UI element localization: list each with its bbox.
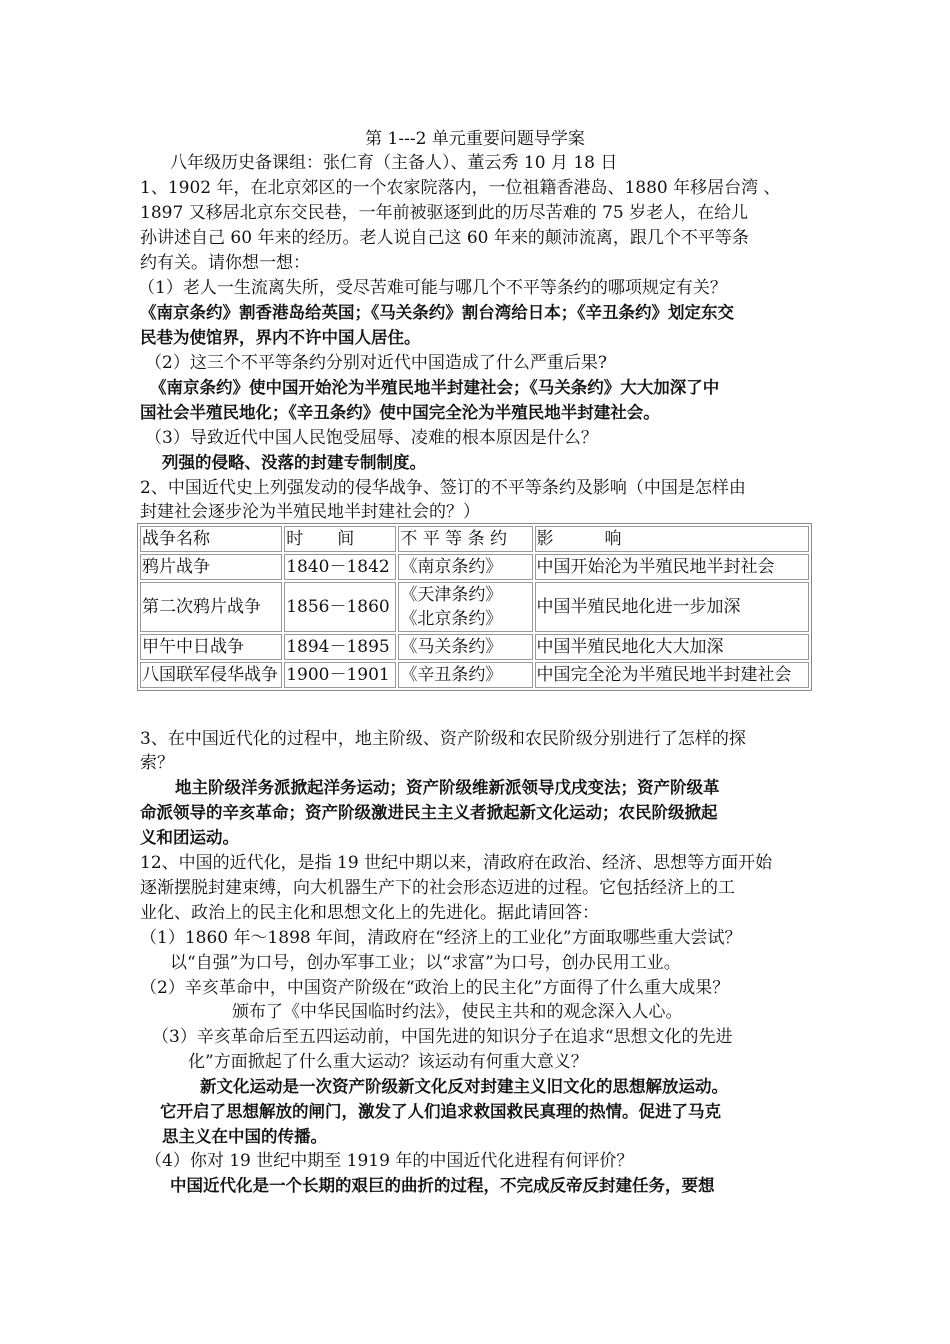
q12-answer3: 它开启了思想解放的闸门，激发了人们追求救国救民真理的热情。促进了马克 xyxy=(160,1102,721,1121)
q1-answer2: 国社会半殖民地化；《辛丑条约》使中国完全沦为半殖民地半封建社会。 xyxy=(140,403,660,422)
q3-answer: 地主阶级洋务派掀起洋务运动；资产阶级维新派领导戊戌变法；资产阶级革 xyxy=(175,778,720,797)
table-header-row xyxy=(140,526,809,552)
q12-sub4: （4）你对 19 世纪中期至 1919 年的中国近代化进程有何评价？ xyxy=(145,1151,634,1171)
q12-answer3: 新文化运动是一次资产阶级新文化反对封建主义旧文化的思想解放运动。 xyxy=(200,1077,728,1096)
table-cell: 中国半殖民地化大大加深 xyxy=(535,634,809,660)
table-row xyxy=(140,662,809,688)
q12-answer1: 以“自强”为口号，创办军事工业；以“求富”为口号，创办民用工业。 xyxy=(170,953,681,973)
q12-line: 12、中国的近代化，是指 19 世纪中期以来，清政府在政治、经济、思想等方面开始 xyxy=(140,853,773,873)
table-row xyxy=(140,554,809,580)
table-cell: 《天津条约》 《北京条约》 xyxy=(398,582,532,632)
q12-sub1: （1）1860 年～1898 年间，清政府在“经济上的工业化”方面取哪些重大尝试？ xyxy=(140,928,742,948)
q1-answer2: 《南京条约》使中国开始沦为半殖民地半封建社会；《马关条约》大大加深了中 xyxy=(150,378,720,397)
q3-line: 3、在中国近代化的过程中，地主阶级、资产阶级和农民阶级分别进行了怎样的探 xyxy=(140,729,746,749)
table-cell: 1894－1895 xyxy=(284,634,396,660)
q1-line: 1、1902 年，在北京郊区的一个农家院落内，一位祖籍香港岛、1880 年移居台湾 、 xyxy=(140,178,781,198)
table-row xyxy=(140,634,809,660)
q3-answer: 义和团运动。 xyxy=(140,828,239,847)
table-cell: 《南京条约》 xyxy=(398,554,532,580)
q1-answer1: 民巷为使馆界，界内不许中国人居住。 xyxy=(140,328,421,347)
page-title: 第 1---2 单元重要问题导学案 xyxy=(365,129,585,149)
q1-line: 孙讲述自己 60 年来的经历。老人说自己这 60 年来的颠沛流离，跟几个不平等条 xyxy=(140,228,749,248)
q1-answer3: 列强的侵略、没落的封建专制制度。 xyxy=(162,453,426,472)
q12-line: 逐渐摆脱封建束缚，向大机器生产下的社会形态迈进的过程。它包括经济上的工 xyxy=(140,878,735,898)
q1-sub1: （1）老人一生流离失所，受尽苦难可能与哪几个不平等条约的哪项规定有关？ xyxy=(138,278,727,298)
q12-line: 业化、政治上的民主化和思想文化上的先进化。据此请回答： xyxy=(140,903,599,923)
table-cell: 《辛丑条约》 xyxy=(398,662,532,688)
table-cell: 1900－1901 xyxy=(284,662,396,688)
table-cell: 中国完全沦为半殖民地半封建社会 xyxy=(535,662,809,688)
treaty-table xyxy=(137,523,812,691)
header-cell: 不 平 等 条 约 xyxy=(398,526,532,552)
q12-sub2: （2）辛亥革命中，中国资产阶级在“政治上的民主化”方面得了什么重大成果？ xyxy=(140,978,730,998)
q1-line: 约有关。请你想一想： xyxy=(140,253,310,273)
q12-answer2: 颁布了《中华民国临时约法》，使民主共和的观念深入人心。 xyxy=(232,1002,683,1022)
table-cell: 《马关条约》 xyxy=(398,634,532,660)
table-cell: 中国半殖民地化进一步加深 xyxy=(535,582,809,632)
header-cell: 战争名称 xyxy=(140,526,282,552)
q2-line: 2、中国近代史上列强发动的侵华战争、签订的不平等条约及影响（中国是怎样由 xyxy=(140,478,746,498)
table-row xyxy=(140,582,809,632)
q1-line: 1897 又移居北京东交民巷，一年前被驱逐到此的历尽苦难的 75 岁老人，在给儿 xyxy=(140,203,749,223)
q1-answer1: 《南京条约》割香港岛给英国；《马关条约》割台湾给日本；《辛丑条约》划定东交 xyxy=(140,303,734,322)
subtitle: 八年级历史备课组：张仁育（主备人）、董云秀 10 月 18 日 xyxy=(170,153,618,173)
table-cell: 中国开始沦为半殖民地半封社会 xyxy=(535,554,809,580)
table-cell: 1856－1860 xyxy=(284,582,396,632)
q12-sub3: 化”方面掀起了什么重大运动？该运动有何重大意义？ xyxy=(188,1052,588,1072)
q12-sub3: （3）辛亥革命后至五四运动前，中国先进的知识分子在追求“思想文化的先进 xyxy=(152,1027,733,1047)
header-cell: 时 间 xyxy=(284,526,396,552)
table-cell: 第二次鸦片战争 xyxy=(140,582,282,632)
q1-sub3: （3）导致近代中国人民饱受屈辱、凌难的根本原因是什么？ xyxy=(145,428,598,448)
table-cell: 甲午中日战争 xyxy=(140,634,282,660)
q3-line: 索？ xyxy=(140,753,174,773)
table-cell: 1840－1842 xyxy=(284,554,396,580)
q12-answer3: 思主义在中国的传播。 xyxy=(162,1127,327,1146)
q1-sub2: （2）这三个不平等条约分别对近代中国造成了什么严重后果? xyxy=(145,353,607,373)
q12-answer4: 中国近代化是一个长期的艰巨的曲折的过程，不完成反帝反封建任务，要想 xyxy=(170,1176,715,1195)
table-cell: 八国联军侵华战争 xyxy=(140,662,282,688)
q3-answer: 命派领导的辛亥革命；资产阶级激进民主主义者掀起新文化运动；农民阶级掀起 xyxy=(140,803,718,822)
table-cell: 鸦片战争 xyxy=(140,554,282,580)
q2-line: 封建社会逐步沦为半殖民地半封建社会的？） xyxy=(140,502,480,522)
header-cell: 影 响 xyxy=(535,526,809,552)
